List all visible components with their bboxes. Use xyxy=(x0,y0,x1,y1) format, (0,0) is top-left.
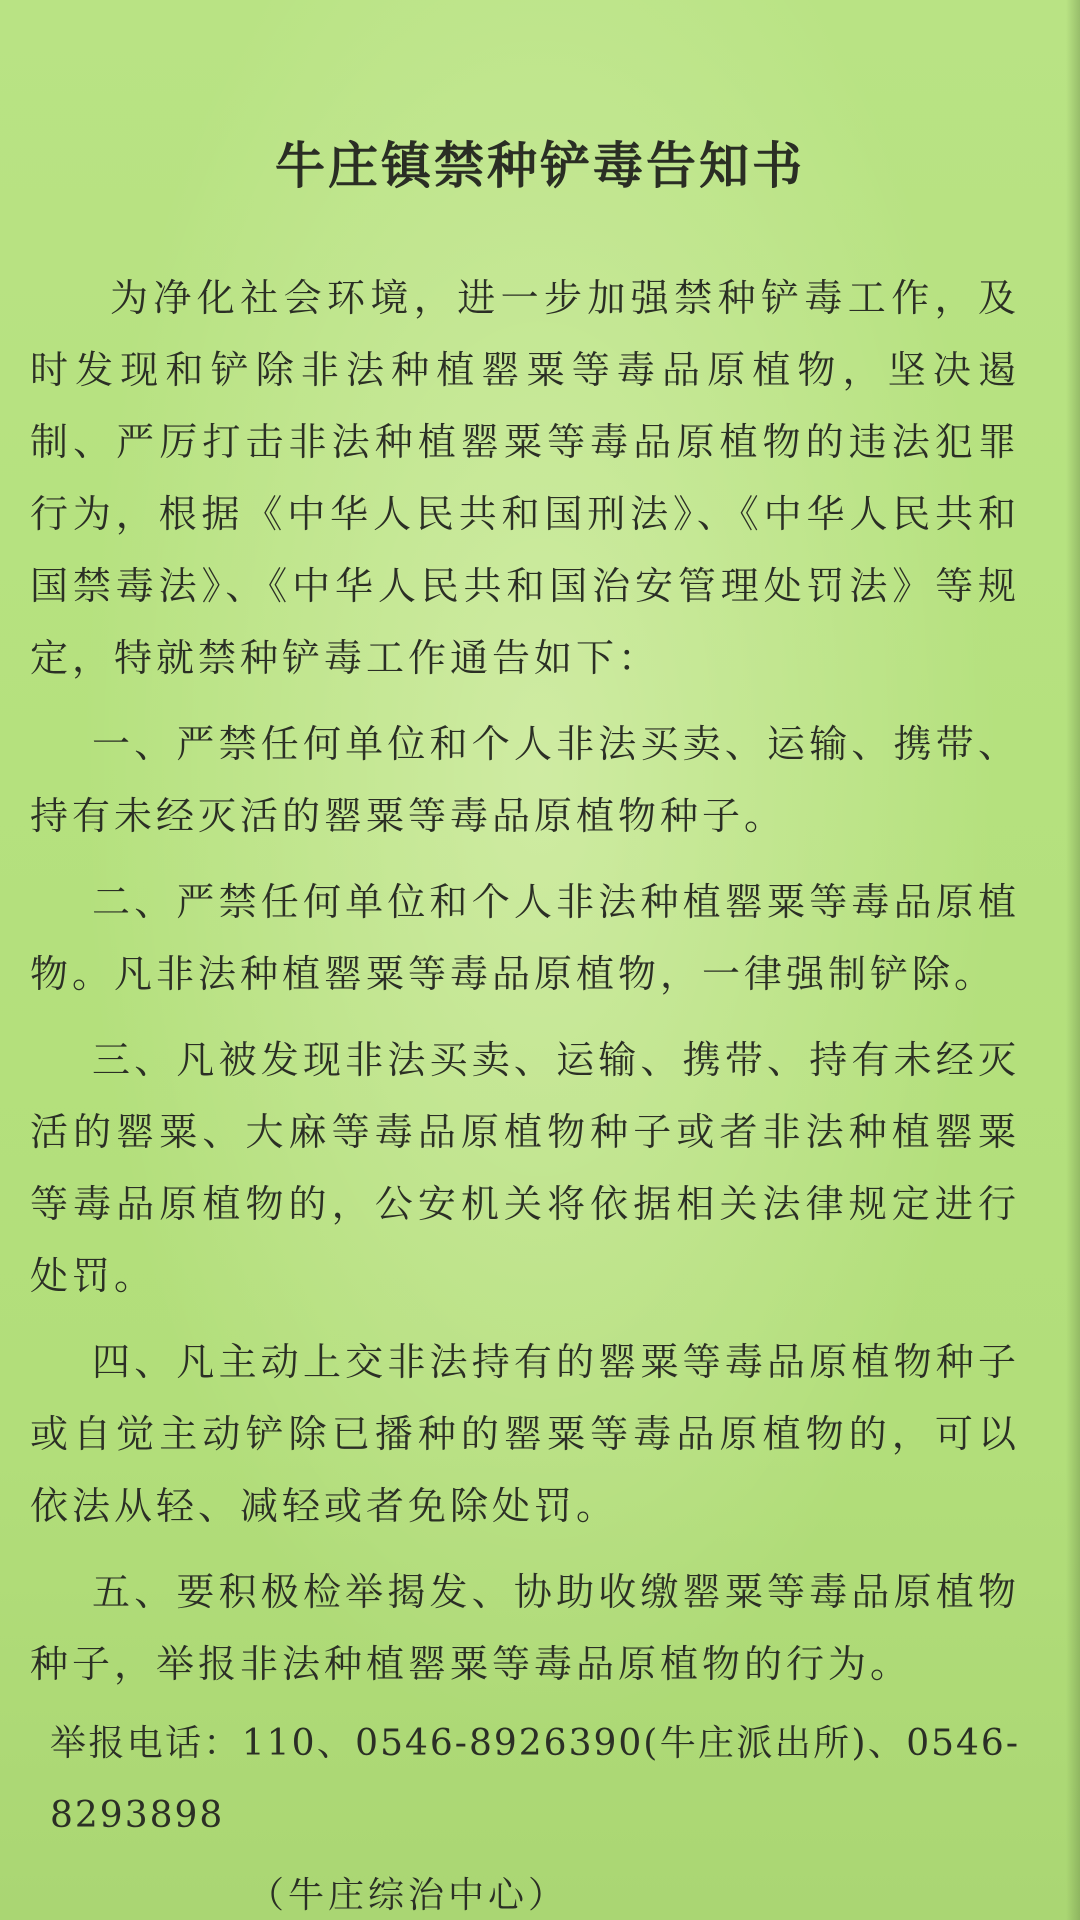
paper-edge-shadow xyxy=(1066,0,1080,1920)
intro-paragraph: 为净化社会环境，进一步加强禁种铲毒工作，及时发现和铲除非法种植罂粟等毒品原植物，坚决遏制、严厉打击非法种植罂粟等毒品原植物的违法犯罪行为，根据《中华人民共和国刑法》、《中华人民共和国禁毒法》、《中华人民共和国治安管理处罚法》等规定，特就禁种铲毒工作通告如下： xyxy=(30,276,1020,680)
notice-body xyxy=(30,262,1020,1920)
report-phone-org: （牛庄综治中心） xyxy=(248,1875,569,1916)
item-1: 一、严禁任何单位和个人非法买卖、运输、携带、持有未经灭活的罂粟等毒品原植物种子。 xyxy=(30,722,1020,838)
item-2: 二、严禁任何单位和个人非法种植罂粟等毒品原植物。凡非法种植罂粟等毒品原植物，一律强制铲除。 xyxy=(30,880,1020,996)
report-phone-line: 举报电话：110、0546-8926390(牛庄派出所)、0546-8293898 xyxy=(50,1723,1020,1836)
item-4: 四、凡主动上交非法持有的罂粟等毒品原植物种子或自觉主动铲除已播种的罂粟等毒品原植物的，可以依法从轻、减轻或者免除处罚。 xyxy=(30,1340,1020,1528)
notice-title: 牛庄镇禁种铲毒告知书 xyxy=(275,137,805,195)
item-5: 五、要积极检举揭发、协助收缴罂粟等毒品原植物种子，举报非法种植罂粟等毒品原植物的行为。 xyxy=(30,1570,1020,1686)
item-3: 三、凡被发现非法买卖、运输、携带、持有未经灭活的罂粟、大麻等毒品原植物种子或者非法种植罂粟等毒品原植物的，公安机关将依据相关法律规定进行处罚。 xyxy=(30,1038,1020,1298)
